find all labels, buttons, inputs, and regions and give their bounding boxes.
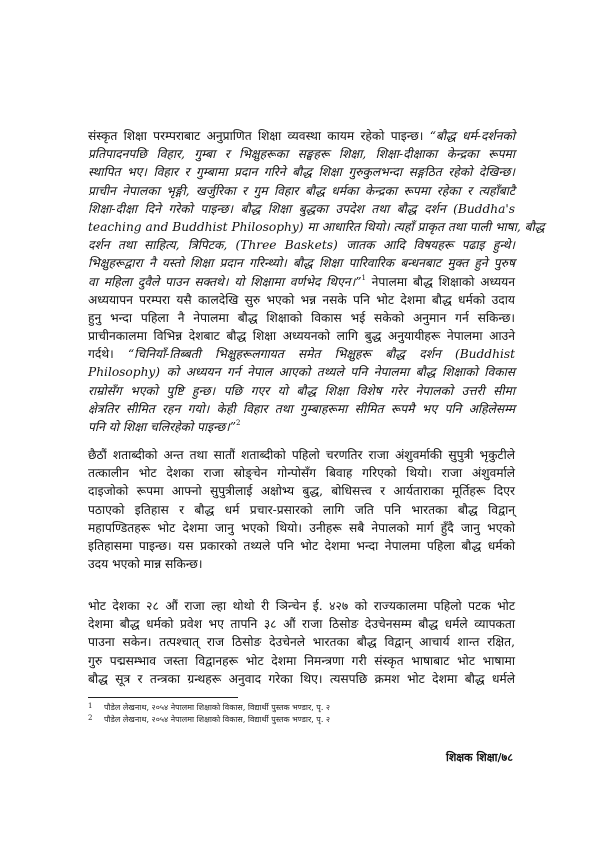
quoted-text: वा महिला दुवैले पाउन सक्तथे। यो शिक्षामा वर्णभेद थिएन।” — [88, 274, 362, 289]
body-text: प्राचीनकालमा विभिन्न देशबाट बौद्ध शिक्षा अध्ययनको लागि बुद्ध अनुयायीहरू नेपालमा आउने — [88, 329, 515, 344]
quoted-text: प्रतिपादनपछि विहार, गुम्बा र भिक्षुहरूका सङ्घहरू शिक्षा, शिक्षा-दीक्षाका केन्द्रका रूपमा — [88, 147, 515, 162]
footnote-1 — [88, 702, 330, 713]
text-line — [88, 555, 515, 573]
text-line — [88, 537, 515, 555]
text-line — [88, 446, 515, 464]
body-text: छैठौं शताब्दीको अन्त तथा सातौं शताब्दीको पहिलो चरणतिर राजा अंशुवर्माकी सुपुत्री भृकुटीले — [88, 448, 515, 462]
text-line — [88, 145, 515, 163]
page-footer: शिक्षक शिक्षा/७८ — [445, 751, 513, 764]
text-line — [88, 670, 515, 688]
body-text: तत्कालीन भोट देशका राजा स्रोङ्चेन गोन्पोसँग बिवाह गरिएको थियो। राजा अंशुवर्माले — [88, 466, 515, 481]
body-text: देशमा बौद्ध धर्मको प्रवेश भए तापनि ३८ औं राजा ठिसोङ देउचेनसम्म बौद्ध धर्मले व्यापकता — [88, 617, 515, 632]
text-line — [88, 273, 515, 291]
text-line — [88, 482, 515, 500]
text-line — [88, 163, 515, 181]
body-text: हुनु भन्दा पहिला नै नेपालमा बौद्ध शिक्षाको विकास भई सकेको अनुमान गर्न सकिन्छ। — [88, 310, 515, 325]
text-line — [88, 345, 515, 363]
text-line — [88, 327, 515, 345]
body-text: अध्ययापन परम्परा यसै कालदेखि सुरु भएको भन्न नसके पनि भोट देशमा बौद्ध धर्मको उदाय — [88, 292, 515, 307]
quoted-text: स्थापित भए। विहार र गुम्बामा प्रदान गरिने बौद्ध शिक्षा गुरुकुलभन्दा सङ्गठित रहेको देखिन्छ। — [88, 165, 515, 180]
footnote-text: पौडेल लेखनाथ, २०५४ नेपालमा शिक्षाको विकास, विद्यार्थी पुस्तक भण्डार, पृ. २ — [104, 715, 331, 724]
footnote-2 — [88, 714, 330, 725]
text-line — [88, 501, 515, 519]
text-line — [88, 382, 515, 400]
text-line — [88, 418, 515, 436]
text-line — [88, 597, 515, 615]
footnote-reference: 2 — [235, 419, 241, 427]
text-line — [88, 182, 515, 200]
body-text: पाउना सकेन। तत्पश्चात् राज ठिसोङ देउचेनले भारतका बौद्ध विद्वान् आचार्य शान्त रक्षित, — [88, 635, 515, 650]
body-text: इतिहासमा पाइन्छ। यस प्रकारको तथ्यले पनि भोट देशमा भन्दा नेपालमा पहिला बौद्ध धर्मको — [88, 538, 515, 553]
paragraph-3 — [88, 597, 515, 688]
text-line — [88, 254, 515, 272]
text-line — [88, 291, 515, 309]
text-line — [88, 633, 515, 651]
body-text: संस्कृत शिक्षा परम्पराबाट अनुप्राणित शिक्षा व्यवस्था कायम रहेको पाइन्छ। — [88, 129, 430, 143]
quoted-text: क्षेत्रतिर सीमित रहन गयो। केही विहार तथा गुम्बाहरूमा सीमित रूपमै भए पनि अहिलेसम्म — [88, 401, 515, 416]
footnote-number: 2 — [88, 714, 93, 722]
body-text: उदय भएको मान्न सकिन्छ। — [88, 557, 203, 572]
footnote-reference: 1 — [361, 273, 366, 282]
body-text: दाइजोको रूपमा आफ्नो सुपुत्रीलाई अक्षोभ्य बुद्ध, बोधिसत्त्व र आर्यताराका मूर्तिहरू दिएर — [88, 484, 515, 499]
body-text: भोट देशका २८ औं राजा ल्हा थोथो री ञिन्चेन ई. ४२७ को राज्यकालमा पहिलो पटक भोट — [88, 599, 515, 613]
body-text: पठाएको इतिहास र बौद्ध धर्म प्रचार-प्रसारको लागि जति पनि भारतका बौद्ध विद्वान् — [88, 502, 515, 517]
footnote-number: 1 — [88, 702, 93, 710]
text-line — [88, 464, 515, 482]
quoted-text: Philosophy) को अध्ययन गर्न नेपाल आएको तथ्यले पनि नेपालमा बौद्ध शिक्षाको विकास — [88, 365, 515, 380]
paragraph-2 — [88, 446, 515, 573]
quoted-text: पनि यो शिक्षा चलिरहेको पाइन्छ।” — [88, 420, 236, 434]
paragraph-1 — [88, 127, 545, 436]
quoted-text: शिक्षा-दीक्षा दिने गरेको पाइन्छ। बौद्ध शिक्षा बुद्धका उपदेश तथा बौद्ध दर्शन (Buddha's — [88, 201, 515, 216]
text-line — [88, 400, 515, 418]
body-text: गुरु पद्मसम्भाव जस्ता विद्वानहरू भोट देशमा निमन्त्रणा गरी संस्कृत भाषाबाट भोट भाषामा — [88, 653, 515, 668]
text-line — [88, 519, 515, 537]
quoted-text: राम्रोसँग भएको पुष्टि हुन्छ। पछि गएर यो बौद्ध शिक्षा विशेष गरेर नेपालको उत्तरी सीमा — [88, 383, 515, 398]
text-line — [88, 236, 515, 254]
text-line — [88, 127, 515, 145]
text-line — [88, 200, 515, 218]
quoted-text: “बौद्ध धर्म-दर्शनको — [429, 129, 515, 143]
body-text: बौद्ध सूत्र र तन्त्रका ग्रन्थहरू अनुवाद गरेका थिए। त्यसपछि क्रमश भोट देशमा बौद्ध धर्मले — [88, 671, 515, 686]
quoted-text: “चिनियाँ-तिब्बती भिक्षुहरूलगायत समेत भिक्षुहरू बौद्ध दर्शन (Buddhist — [127, 347, 516, 362]
text-line — [88, 652, 515, 670]
body-text: गर्दथे। — [88, 347, 128, 362]
text-line — [88, 309, 515, 327]
quoted-text: प्राचीन नेपालका भृङ्गी, खर्जुरिका र गुम विहार बौद्ध धर्मका केन्द्रका रूपमा रहेका र त्यहाँबाटै — [88, 183, 515, 198]
footnote-divider — [88, 697, 238, 698]
body-text: महापण्डितहरू भोट देशमा जानु भएको थियो। उनीहरू सबै नेपालको मार्ग हुँदै जानु भएको — [88, 520, 515, 535]
footnote-text: पौडेल लेखनाथ, २०५४ नेपालमा शिक्षाको विकास, विद्यार्थी पुस्तक भण्डार, पृ. २ — [104, 703, 331, 712]
quoted-text: teaching and Buddhist Philosophy) मा आधारित थियो। त्यहाँ प्राकृत तथा पाली भाषा, बौद्ध — [88, 219, 545, 234]
quoted-text: दर्शन तथा साहित्य, त्रिपिटक, (Three Baskets) जातक आदि विषयहरू पढाइ हुन्थे। — [88, 238, 515, 253]
quoted-text: भिक्षुहरूद्वारा नै यस्तो शिक्षा प्रदान गरिन्थ्यो। बौद्ध शिक्षा पारिवारिक बन्धनबाट मुक्त हुने पुरुष — [88, 256, 515, 271]
text-line — [88, 615, 515, 633]
text-line — [88, 363, 515, 381]
body-text: नेपालमा बौद्ध शिक्षाको अध्ययन — [365, 274, 515, 289]
text-line — [88, 218, 545, 236]
